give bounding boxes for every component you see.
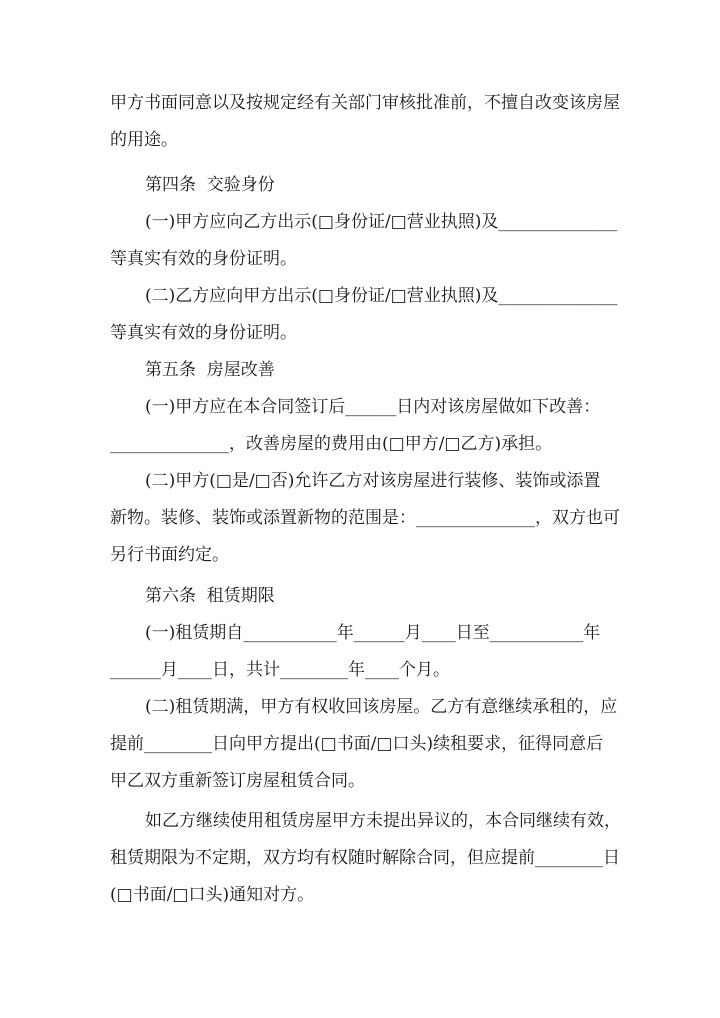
line-text: (一)甲方应向乙方出示(□身份证/□营业执照)及______________: [145, 212, 618, 232]
line-text: 租赁期限为不定期，双方均有权随时解除合同，但应提前________日: [110, 848, 620, 868]
text-line: [145, 803, 720, 839]
text-line: [145, 389, 720, 425]
text-line: [145, 615, 720, 651]
line-text: 新物。装修、装饰或添置新物的范围是：______________，双方也可: [110, 508, 620, 528]
text-line: [110, 652, 720, 688]
article-heading: [145, 167, 720, 203]
text-line: [110, 840, 720, 876]
text-line: [110, 500, 720, 536]
line-text: 甲乙双方重新签订房屋租赁合同。: [110, 771, 365, 791]
article-heading: [145, 352, 720, 388]
text-line: [145, 689, 720, 725]
text-line: [110, 877, 720, 913]
line-text: 如乙方继续使用租赁房屋甲方未提出异议的，本合同继续有效，: [145, 811, 621, 831]
line-text: 提前________日向甲方提出(□书面/□口头)续租要求，征得同意后: [110, 734, 604, 754]
line-text: (二)乙方应向甲方出示(□身份证/□营业执照)及______________: [145, 286, 618, 306]
article-heading-text: 第五条 房屋改善: [145, 360, 275, 380]
line-text: (□书面/□口头)通知对方。: [110, 885, 315, 905]
line-text: (二)甲方(□是/□否)允许乙方对该房屋进行装修、装饰或添置: [145, 471, 601, 491]
line-text: ______________，改善房屋的费用由(□甲方/□乙方)承担。: [110, 434, 553, 454]
line-text: ______月____日，共计________年____个月。: [110, 660, 450, 680]
article-heading-text: 第六条 租赁期限: [145, 586, 275, 606]
text-line: [110, 763, 720, 799]
text-line: [145, 463, 720, 499]
text-line: [145, 278, 720, 314]
article-heading-text: 第四条 交验身份: [145, 175, 275, 195]
line-text: 等真实有效的身份证明。: [110, 323, 297, 343]
text-line: [110, 85, 720, 121]
line-text: (二)租赁期满，甲方有权收回该房屋。乙方有意继续承租的，应: [145, 697, 618, 717]
article-heading: [145, 578, 720, 614]
line-text: 甲方书面同意以及按规定经有关部门审核批准前，不擅自改变该房屋: [110, 93, 620, 113]
text-line: [110, 315, 720, 351]
text-line: [145, 204, 720, 240]
text-line: [110, 537, 720, 573]
line-text: 等真实有效的身份证明。: [110, 249, 297, 269]
line-text: (一)甲方应在本合同签订后______日内对该房屋做如下改善：: [145, 397, 601, 417]
text-line: [110, 122, 720, 158]
line-text: 另行书面约定。: [110, 545, 229, 565]
text-line: [110, 241, 720, 277]
text-line: [110, 726, 720, 762]
line-text: (一)租赁期自___________年______月____日至___________年: [145, 623, 601, 643]
text-line: [110, 426, 720, 462]
line-text: 的用途。: [110, 130, 178, 150]
